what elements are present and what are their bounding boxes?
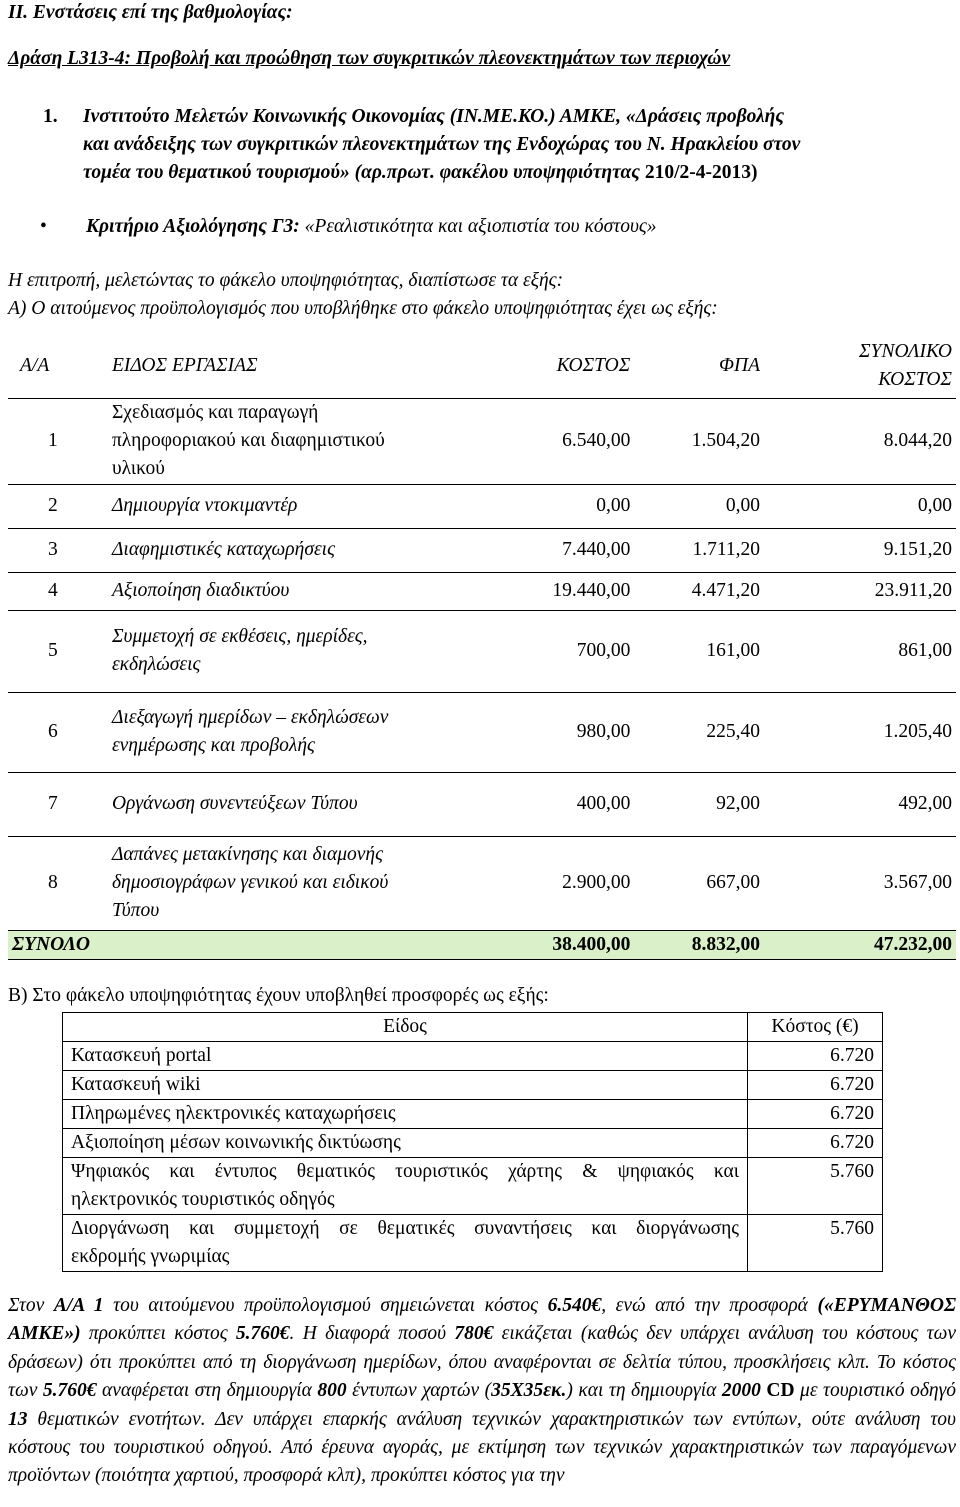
budget-row-cost: 7.440,00 <box>562 539 631 560</box>
budget-row-aa: 7 <box>48 793 58 814</box>
criterion-text: «Ρεαλιστικότητα και αξιοπιστία του κόστους» <box>304 216 657 237</box>
item-line-1: Ινστιτούτο Μελετών Κοινωνικής Οικονομίας (ΙΝ.ΜΕ.ΚΟ.) ΑΜΚΕ, «Δράσεις προβολής <box>83 106 785 127</box>
item-line-3b: 210/2-4-2013) <box>644 162 758 183</box>
offers-header-row <box>63 1013 883 1042</box>
budget-total-row <box>8 930 956 959</box>
text: 6.540€ <box>547 1295 602 1316</box>
budget-row <box>8 528 956 572</box>
budget-row-cost: 700,00 <box>576 640 631 661</box>
offers-table <box>62 1012 883 1272</box>
text: CD <box>766 1380 795 1402</box>
budget-row-vat: 92,00 <box>716 793 760 814</box>
text: . Η διαφορά ποσού <box>289 1323 447 1345</box>
desc-line: ενημέρωσης και προβολής <box>111 735 315 756</box>
text: ) και τη δημιουργία <box>566 1380 717 1402</box>
budget-row-cost: 6.540,00 <box>562 430 631 451</box>
budget-row <box>8 398 956 484</box>
item-line-2: και ανάδειξης των συγκριτικών πλεονεκτημάτων της Ενδοχώρας του Ν. Ηρακλείου στον <box>83 134 801 155</box>
offers-row-type: Πληρωμένες ηλεκτρονικές καταχωρήσεις <box>63 1100 748 1129</box>
text: με τουριστικό οδηγό <box>800 1380 957 1402</box>
type-line: εκδρομής γνωριμίας <box>71 1246 230 1267</box>
budget-row-desc: Διαφημιστικές καταχωρήσεις <box>111 539 335 560</box>
offers-row <box>63 1042 883 1071</box>
criterion-label: Κριτήριο Αξιολόγησης Γ3: <box>86 216 300 237</box>
desc-line: Τύπου <box>111 900 160 921</box>
offers-row-type <box>63 1215 748 1272</box>
budget-header-type: ΕΙΔΟΣ ΕΡΓΑΣΙΑΣ <box>111 354 258 376</box>
offers-row <box>63 1215 883 1272</box>
budget-header-aa: Α/Α <box>20 354 50 376</box>
budget-row-cost: 980,00 <box>576 721 631 742</box>
budget-total-cost: 38.400,00 <box>458 930 634 959</box>
offers-header-cost: Κόστος (€) <box>748 1013 883 1042</box>
type-line: ηλεκτρονικός τουριστικός οδηγός <box>71 1189 335 1210</box>
offers-row-cost: 6.720 <box>748 1100 883 1129</box>
budget-row-desc: Αξιοποίηση διαδικτύου <box>111 580 290 601</box>
budget-row-total: 1.205,40 <box>883 721 952 742</box>
desc-line: Σχεδιασμός και παραγωγή <box>111 402 319 423</box>
offers-row-type <box>63 1158 748 1215</box>
offers-row <box>63 1071 883 1100</box>
offers-row-cost: 5.760 <box>748 1215 883 1272</box>
type-line: Ψηφιακός και έντυπος θεματικός τουριστικός χάρτης & ψηφιακός και <box>71 1161 739 1182</box>
text: εικάζεται (καθώς δεν υπάρχει ανάλυση του κόστους των δράσεων) ότι προκύπτει από τη διοργάνωση ημερίδων, όπου αναφέρονται σε δελτία τύπου, προσκλήσεις κλπ. Το κόστος των <box>8 1323 957 1402</box>
budget-total-total: 47.232,00 <box>764 930 956 959</box>
item-line-3a: τομέα του θεματικού τουρισμού» (αρ.πρωτ. φακέλου υποψηφιότητας <box>83 162 640 183</box>
desc-line: υλικού <box>111 458 165 479</box>
budget-row-cost: 2.900,00 <box>562 872 631 893</box>
offers-row-cost: 6.720 <box>748 1129 883 1158</box>
budget-row-desc <box>108 398 458 484</box>
budget-row-total: 861,00 <box>898 640 952 661</box>
text: 13 <box>8 1408 28 1430</box>
budget-row-total: 492,00 <box>898 793 952 814</box>
text: θεματικών ενοτήτων. Δεν υπάρχει επαρκής ανάλυση τεχνικών χαρακτηριστικών των εντύπων, ούτε ανάλυση του κόστους του τουριστικού οδηγού. Από έρευνα αγοράς, με εκτίμηση των τεχνικών χαρακτηριστικών των παραγόμενων προϊόντων (ποιότητα χαρτιού, προσφορά κλπ), προκύπτει κόστος για την <box>8 1408 957 1487</box>
item-line-3 <box>83 162 758 184</box>
budget-table <box>8 334 956 960</box>
text: 780€ <box>454 1323 494 1345</box>
budget-header-total <box>764 334 956 398</box>
budget-row <box>8 610 956 692</box>
text: 2000 <box>721 1380 761 1402</box>
type-line: Διοργάνωση και συμμετοχή σε θεματικές συναντήσεις και διοργάνωσης <box>71 1218 739 1239</box>
item-number: 1. <box>43 106 58 127</box>
budget-row-desc <box>108 610 458 692</box>
budget-row-desc <box>108 836 458 930</box>
bullet-icon: • <box>40 216 47 237</box>
budget-row-aa: 5 <box>48 640 58 661</box>
budget-row-vat: 4.471,20 <box>691 580 760 601</box>
offers-row-type: Κατασκευή portal <box>63 1042 748 1071</box>
desc-line: πληροφοριακού και διαφημιστικού <box>111 430 385 451</box>
offers-row-cost: 5.760 <box>748 1158 883 1215</box>
action-heading: Δράση L313-4: Προβολή και προώθηση των συγκριτικών πλεονεκτημάτων των περιοχών <box>8 48 731 69</box>
budget-row-cost: 19.440,00 <box>552 580 631 601</box>
budget-row-aa: 4 <box>48 580 58 601</box>
budget-row-aa: 8 <box>48 872 58 893</box>
budget-row-desc: Δημιουργία ντοκιμαντέρ <box>111 495 298 516</box>
budget-row <box>8 484 956 528</box>
budget-row-cost: 400,00 <box>576 793 631 814</box>
text: του αιτούμενου προϋπολογισμού σημειώνεται κόστος <box>113 1295 539 1316</box>
text: 5.760€ <box>235 1323 290 1345</box>
budget-total-vat: 8.832,00 <box>634 930 764 959</box>
text: αναφέρεται στη δημιουργία <box>102 1380 312 1402</box>
text: 5.760€ <box>42 1380 97 1402</box>
budget-row <box>8 572 956 610</box>
budget-row-aa: 3 <box>48 539 58 560</box>
offers-row-cost: 6.720 <box>748 1042 883 1071</box>
budget-row <box>8 836 956 930</box>
offers-row-type: Κατασκευή wiki <box>63 1071 748 1100</box>
budget-row-aa: 6 <box>48 721 58 742</box>
budget-row-vat: 0,00 <box>725 495 760 516</box>
intro-line-1: Η επιτροπή, μελετώντας το φάκελο υποψηφιότητας, διαπίστωσε τα εξής: <box>8 270 564 291</box>
budget-row <box>8 692 956 772</box>
text: («ΕΡΥΜΑΝΘΟΣ ΑΜΚΕ») <box>8 1295 957 1345</box>
text: 800 <box>317 1380 347 1402</box>
budget-row-desc <box>108 692 458 772</box>
budget-header-total-line2: ΚΟΣΤΟΣ <box>878 368 952 390</box>
intro-line-2: Α) Ο αιτούμενος προϋπολογισμός που υποβλήθηκε στο φάκελο υποψηφιότητας έχει ως εξής: <box>8 298 718 319</box>
offers-row <box>63 1158 883 1215</box>
budget-row-vat: 1.504,20 <box>691 430 760 451</box>
desc-line: Διεξαγωγή ημερίδων – εκδηλώσεων <box>111 707 389 728</box>
offers-row-type: Αξιοποίηση μέσων κοινωνικής δικτύωσης <box>63 1129 748 1158</box>
budget-header-row <box>8 334 956 398</box>
budget-row-cost: 0,00 <box>596 495 631 516</box>
text: Α/Α 1 <box>53 1295 104 1316</box>
desc-line: δημοσιογράφων γενικού και ειδικού <box>111 872 389 893</box>
budget-row-vat: 667,00 <box>706 872 760 893</box>
budget-row-vat: 1.711,20 <box>692 539 760 560</box>
text: Στον <box>8 1295 45 1316</box>
text: , ενώ από την προσφορά <box>601 1295 808 1316</box>
offers-row <box>63 1100 883 1129</box>
offers-row-cost: 6.720 <box>748 1071 883 1100</box>
budget-row-total: 3.567,00 <box>883 872 952 893</box>
desc-line: εκδηλώσεις <box>111 654 201 675</box>
desc-line: Συμμετοχή σε εκθέσεις, ημερίδες, <box>111 626 368 647</box>
budget-row-total: 23.911,20 <box>874 580 952 601</box>
budget-row-total: 0,00 <box>917 495 952 516</box>
budget-header-cost: ΚΟΣΤΟΣ <box>556 354 631 376</box>
budget-row-aa: 2 <box>48 495 58 516</box>
budget-row <box>8 772 956 836</box>
budget-row-vat: 225,40 <box>706 721 760 742</box>
text: 35Χ35εκ. <box>491 1380 567 1402</box>
budget-row-aa: 1 <box>48 430 58 451</box>
criterion <box>86 216 657 238</box>
offers-intro: Β) Στο φάκελο υποψηφιότητας έχουν υποβληθεί προσφορές ως εξής: <box>8 985 549 1006</box>
budget-header-vat: ΦΠΑ <box>719 354 760 376</box>
budget-row-total: 9.151,20 <box>883 539 952 560</box>
text: προκύπτει κόστος <box>88 1323 228 1345</box>
budget-total-label: ΣΥΝΟΛΟ <box>8 930 458 959</box>
offers-header-type: Είδος <box>63 1013 748 1042</box>
text: έντυπων χαρτών ( <box>352 1380 492 1402</box>
section-heading: ΙΙ. Ενστάσεις επί της βαθμολογίας: <box>8 2 293 23</box>
budget-row-desc: Οργάνωση συνεντεύξεων Τύπου <box>111 793 358 814</box>
budget-row-total: 8.044,20 <box>883 430 952 451</box>
budget-header-total-line1: ΣΥΝΟΛΙΚΟ <box>859 340 952 362</box>
offers-row <box>63 1129 883 1158</box>
desc-line: Δαπάνες μετακίνησης και διαμονής <box>111 844 384 865</box>
budget-row-vat: 161,00 <box>706 640 760 661</box>
conclusion-paragraph <box>8 1292 956 1491</box>
